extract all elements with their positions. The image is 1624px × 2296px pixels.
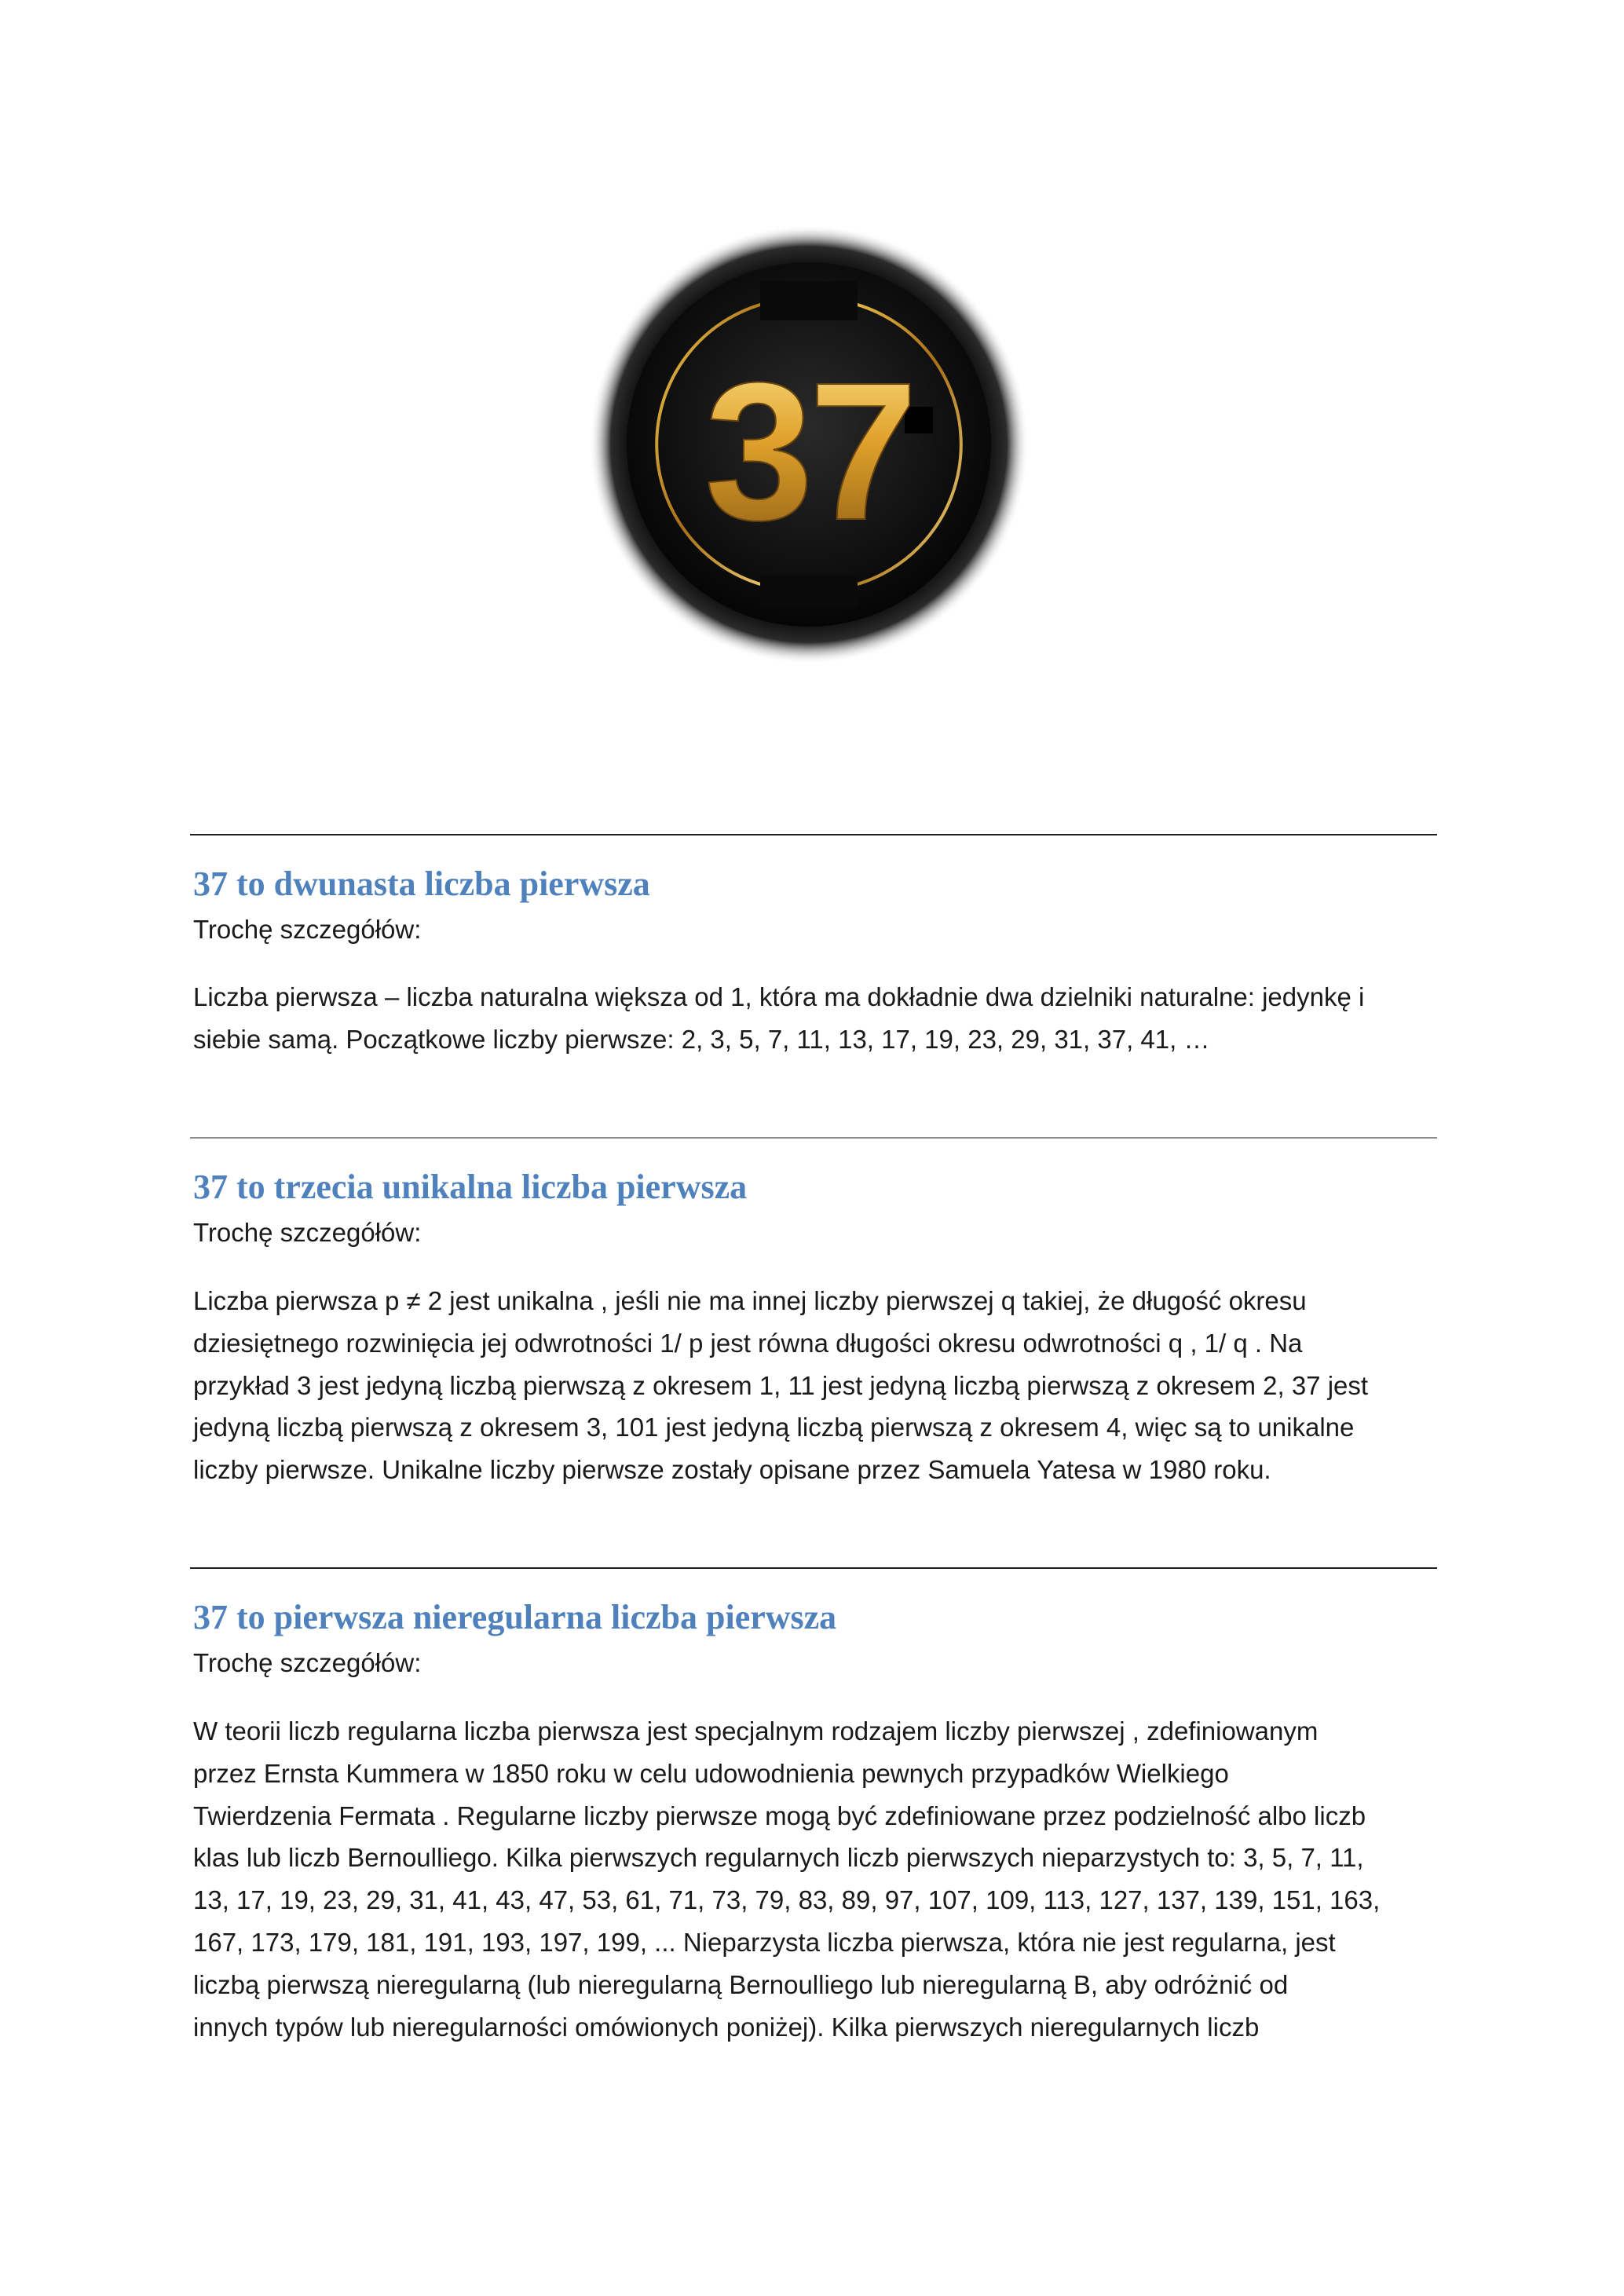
logo-mark-bottom [760,575,858,606]
paragraph-line: Twierdzenia Fermata . Regularne liczby pierwsze mogą być zdefiniowane przez podzielność albo liczb [193,1801,1366,1830]
paragraph-line: siebie samą. Początkowe liczby pierwsze: 2, 3, 5, 7, 11, 13, 17, 19, 23, 29, 31, 37, 41, … [193,1024,1210,1054]
paragraph-line: dziesiętnego rozwinięcia jej odwrotności 1/ p jest równa długości okresu odwrotności q , 1/ q . Na [193,1328,1303,1358]
paragraph-line: 13, 17, 19, 23, 29, 31, 41, 43, 47, 53, 61, 71, 73, 79, 83, 89, 97, 107, 109, 113, 127, 137, 139, 151, 163, [193,1885,1381,1915]
section-1-subheading: Trochę szczegółów: [193,915,422,944]
paragraph-line: 167, 173, 179, 181, 191, 193, 197, 199, ... Nieparzysta liczba pierwsza, która nie jest regularna, jest [193,1927,1336,1957]
paragraph-line: innych typów lub nieregularności omówionych poniżej). Kilka pierwszych nieregularnych liczb [193,2012,1260,2042]
section-3-paragraph [193,1710,1380,2048]
paragraph-line: przykład 3 jest jedyną liczbą pierwszą z okresem 1, 11 jest jedyną liczbą pierwszą z okresem 2, 37 jest [193,1370,1369,1400]
paragraph-line: W teorii liczb regularna liczba pierwsza jest specjalnym rodzajem liczby pierwszej , zdefiniowanym [193,1717,1319,1746]
section-divider-2 [190,1137,1437,1139]
paragraph-line: liczbą pierwszą nieregularną (lub nieregularną Bernoulliego lub nieregularną B, aby odróżnić od [193,1969,1289,1999]
paragraph-line: jedyną liczbą pierwszą z okresem 3, 101 jest jedyną liczbą pierwszą z okresem 4, więc są to unikalne [193,1413,1355,1442]
section-divider-1 [190,834,1437,835]
paragraph-line: liczby pierwsze. Unikalne liczby pierwsze zostały opisane przez Samuela Yatesa w 1980 roku. [193,1455,1271,1485]
section-2-heading: 37 to trzecia unikalna liczba pierwsza [193,1168,748,1206]
paragraph-line: Liczba pierwsza p ≠ 2 jest unikalna , jeśli nie ma innej liczby pierwszej q takiej, że długość okresu [193,1286,1307,1315]
number-37-logo [589,225,1029,664]
section-1-heading: 37 to dwunasta liczba pierwsza [193,865,650,903]
logo-number: 37 [704,342,914,561]
section-divider-3 [190,1567,1437,1569]
paragraph-line: przez Ernsta Kummera w 1850 roku w celu udowodnienia pewnych przypadków Wielkiego [193,1758,1229,1788]
section-2-paragraph [193,1280,1368,1491]
paragraph-line: klas lub liczb Bernoulliego. Kilka pierwszych regularnych liczb pierwszych nieparzystych to: 3, 5, 7, 11, [193,1843,1364,1873]
section-2-subheading: Trochę szczegółów: [193,1218,422,1247]
paragraph-line: Liczba pierwsza – liczba naturalna większa od 1, która ma dokładnie dwa dzielniki naturalne: jedynkę i [193,982,1365,1011]
section-3-heading: 37 to pierwsza nieregularna liczba pierwsza [193,1598,837,1636]
logo-mark-top [760,281,858,320]
section-3-subheading: Trochę szczegółów: [193,1648,422,1677]
section-1-paragraph [193,976,1364,1061]
